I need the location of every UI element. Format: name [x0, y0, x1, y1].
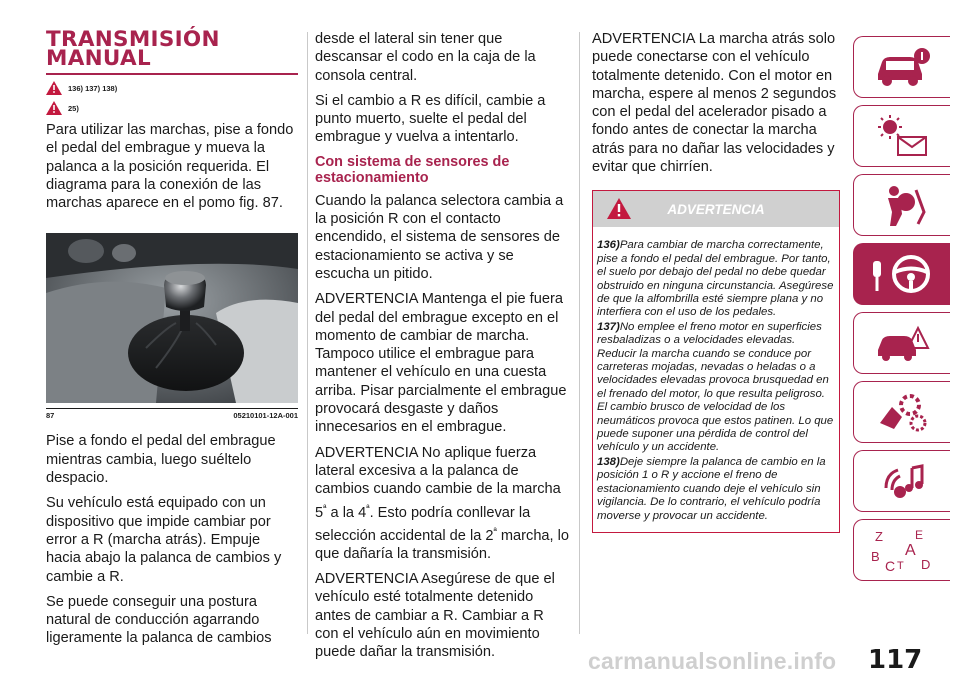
index-letter: A: [905, 542, 916, 559]
warning-triangle-icon: [46, 81, 62, 95]
column-1: [46, 27, 298, 655]
breakdown-icon: [872, 320, 932, 366]
warning-box-title: ADVERTENCIA: [667, 201, 765, 217]
warning-item-text: Para cambiar de marcha correctamente, pise a fondo el pedal del embrague. Por tanto, el suelo por debajo del pedal no debe quedar obstruido en ninguna circunstancia. Asegúrese de que la alfombrilla esté siempre plana y no interfiera con el uso de los pedales.: [597, 239, 834, 319]
column-divider: [307, 32, 308, 634]
paragraph: desde el lateral sin tener que descansar el codo en la caja de la consola central.: [315, 31, 536, 84]
tab-safety[interactable]: [853, 174, 950, 236]
warning-item-text: No emplee el freno motor en superficies resbaladizas o a velocidades elevadas. Reducir la marcha cuando se conduce por carreteras mojadas, nevadas o heladas o a velocidades elevadas provoca brusquedad en el frenado del motor, lo que resulta peligroso. El cambio brusco de velocidad de los neumáticos provoca que estos patinen. Lo que puede suponer una pérdida de control del vehículo y un accidente.: [597, 320, 834, 454]
warning-triangle-icon: [607, 198, 631, 219]
text-part: ADVERTENCIA No aplique fuerza lateral excesiva a la palanca de cambios cuando cambie de la marcha 5: [315, 444, 561, 521]
warning-item: [597, 456, 835, 523]
reference-row-1: [46, 81, 298, 95]
tab-maintenance[interactable]: [853, 381, 950, 443]
subheading: Con sistema de sensores de estacionamiento: [315, 153, 510, 186]
multimedia-icon: [872, 458, 932, 504]
title-rule: [46, 73, 298, 75]
page-number: 117: [868, 645, 923, 675]
figure-code: 05210101-12A-001: [233, 411, 298, 421]
warning-item: [597, 239, 835, 319]
index-letter: D: [921, 557, 931, 572]
section-title-line2: MANUAL: [46, 46, 151, 71]
paragraph: ADVERTENCIA Asegúrese de que el vehículo esté totalmente detenido antes de cambiar a R. Cambiar a R con el vehículo aún en movimiento puede dañar la transmisión.: [315, 571, 555, 661]
tab-emergency[interactable]: [853, 312, 950, 374]
airbag-safety-icon: [872, 182, 932, 228]
superscript: ª: [323, 502, 327, 513]
steering-wheel-key-icon: [867, 251, 937, 297]
text-part: . Esto podría conllevar la selección accidental de la 2: [315, 504, 531, 544]
paragraph: Cuando la palanca selectora cambia a la posición R con el contacto encendido, el sistema de sensores de estacionamiento se activa y se escucha un pitido.: [315, 192, 564, 282]
tab-vehicle-info[interactable]: [853, 36, 950, 98]
warning-box-body: [593, 227, 839, 532]
tab-multimedia[interactable]: [853, 450, 950, 512]
paragraph: Si el cambio a R es difícil, cambie a punto muerto, suelte el pedal del embrague y vuelva a intentarlo.: [315, 92, 546, 146]
index-letter: C: [885, 558, 896, 574]
watermark: carmanualsonline.info: [588, 648, 837, 674]
paragraph: ADVERTENCIA La marcha atrás solo puede conectarse con el vehículo totalmente detenido. Con el motor en marcha, espere al menos 2 segundos con el pedal del acelerador pisado a fondo antes de conectar la marcha atrás para no dañar las velocidades y evitar que chirríen.: [592, 31, 837, 176]
index-letters-icon: [867, 525, 937, 575]
warning-item-number: 138): [597, 455, 620, 468]
warning-box: [592, 190, 840, 533]
warning-item-text: Deje siempre la palanca de cambio en la posición 1 o R y accione el freno de estacionamiento cuando deje el vehículo sin vigilancia. De lo contrario, el vehículo podría moverse y provocar un accidente.: [597, 455, 826, 522]
index-letter: B: [871, 549, 880, 564]
index-letter: T: [897, 560, 904, 572]
paragraph: Se puede conseguir una postura natural de conducción agarrando ligeramente la palanca de cambios: [46, 593, 272, 647]
intro-paragraph: Para utilizar las marchas, pise a fondo el pedal del embrague y mueva la palanca a la posición requerida. El diagrama para la conexión de las marchas aparece en el pomo fig. 87.: [46, 122, 294, 212]
tab-index[interactable]: [853, 519, 950, 581]
warning-box-header: [593, 191, 839, 227]
gear-warning-paragraph: [315, 444, 569, 564]
car-info-icon: [872, 46, 932, 88]
column-2: [315, 30, 569, 669]
paragraph: Su vehículo está equipado con un dispositivo que impide cambiar por error a R (marcha atrás). Empuje hacia abajo la palanca de cambios y cambie a R.: [46, 495, 282, 585]
paragraph: Pise a fondo el pedal del embrague mientras cambia, luego suéltelo despacio.: [46, 433, 276, 487]
warning-item: [597, 321, 835, 455]
maintenance-gears-icon: [872, 389, 932, 435]
superscript: ª: [493, 525, 497, 536]
section-title-line1: TRANSMISIÓN: [46, 27, 220, 52]
figure-number: 87: [46, 411, 55, 421]
caution-triangle-icon: [46, 101, 62, 115]
paragraph: ADVERTENCIA Mantenga el pie fuera del pedal del embrague excepto en el momento de cambiar de marcha. Tampoco utilice el embrague para mantener el vehículo en una cuesta arriba. Pisar parcialmente el embrague provocará desgaste y daños innecesarios en el embrague.: [315, 291, 567, 436]
chapter-tabs: [853, 36, 951, 588]
figure-caption: [46, 408, 298, 420]
column-3: [592, 30, 840, 533]
column-divider: [579, 32, 580, 634]
reference-row-2: [46, 101, 298, 115]
index-letter: E: [915, 528, 924, 542]
warning-item-number: 136): [597, 239, 620, 252]
reference-numbers: 136) 137) 138): [68, 83, 118, 93]
text-part: marcha, lo que dañaría la transmisión.: [315, 527, 570, 562]
tab-starting-driving[interactable]: [853, 243, 950, 305]
warning-item-number: 137): [597, 320, 620, 333]
warning-lights-icon: [872, 113, 932, 159]
tab-warning-lights[interactable]: [853, 105, 950, 167]
reference-numbers: 25): [68, 103, 79, 113]
gear-shifter-photo: [46, 233, 298, 403]
text-part: a la 4: [326, 504, 367, 521]
superscript: ª: [366, 502, 370, 513]
index-letter: Z: [875, 529, 883, 544]
